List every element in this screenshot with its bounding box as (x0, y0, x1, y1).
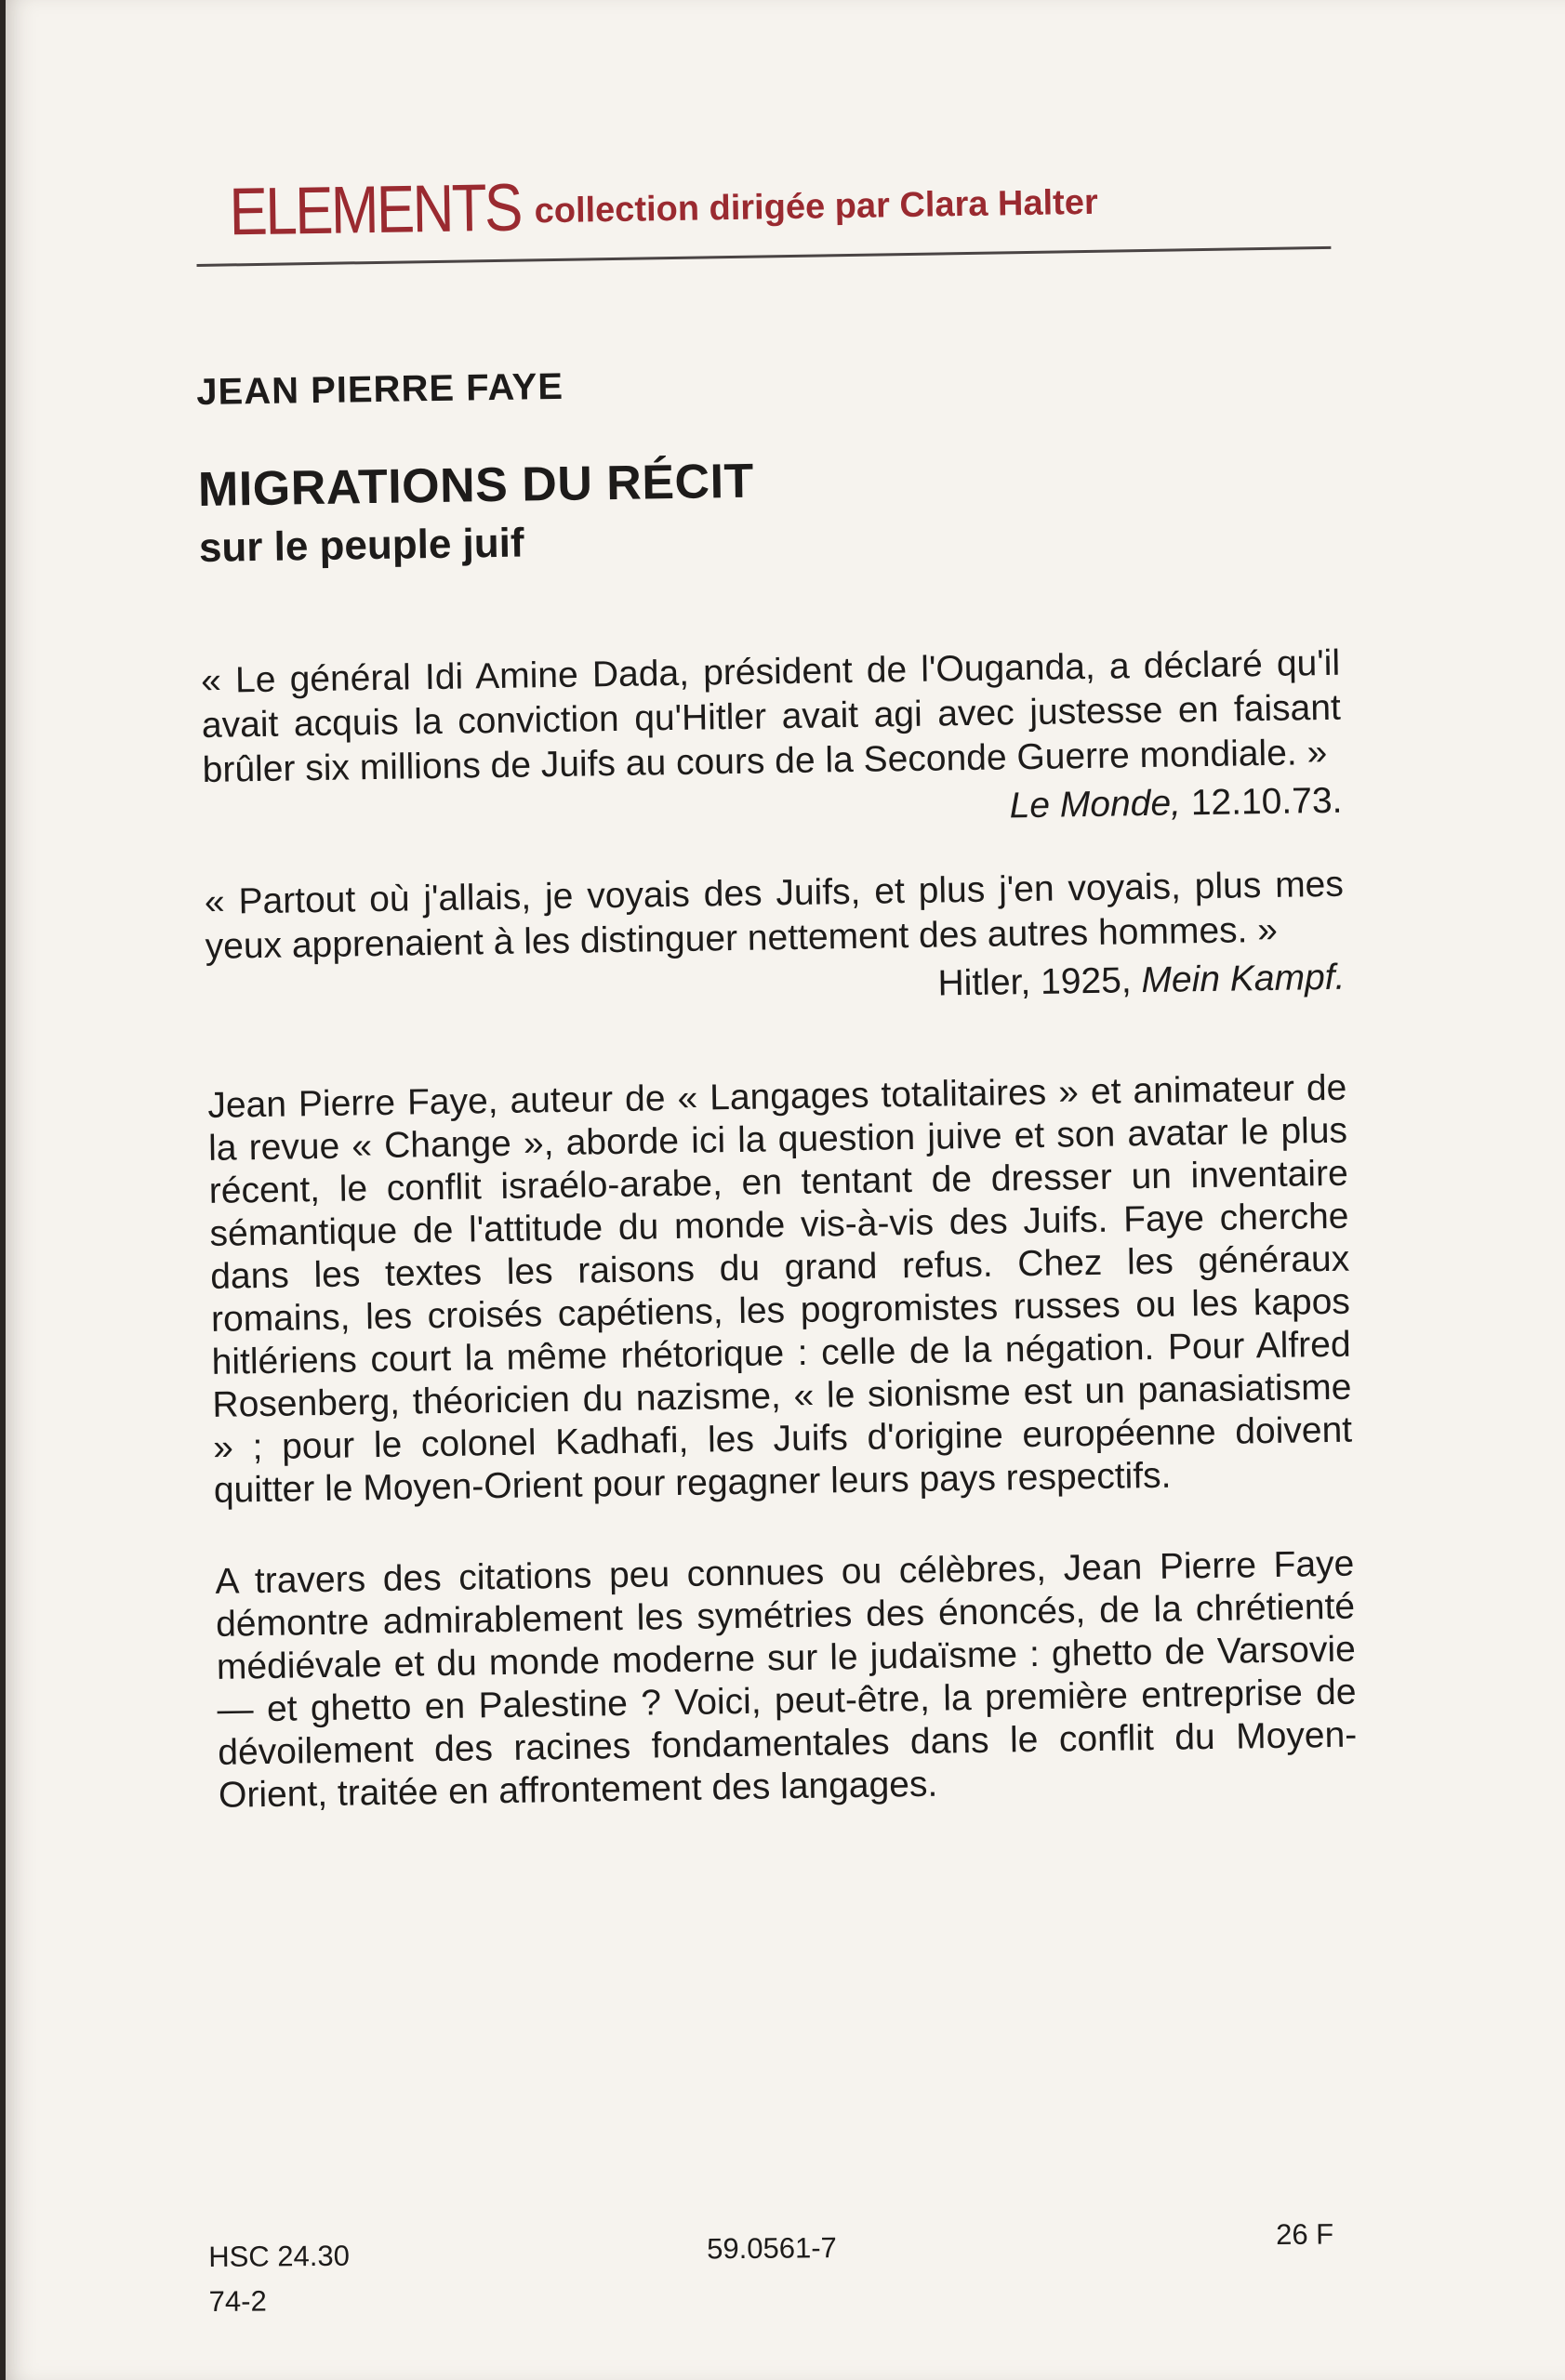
epigraph-source: Hitler, 1925, Mein Kampf. (937, 957, 1346, 1004)
book-title: MIGRATIONS DU RÉCIT (197, 454, 755, 517)
collection-editor: collection dirigée par Clara Halter (534, 182, 1099, 231)
epigraph-source: Le Monde, 12.10.73. (1009, 780, 1343, 826)
blurb-paragraph: A travers des citations peu connues ou célèbres, Jean Pierre Faye démontre admirablement les symétries des énoncés, de la chrétienté médiévale et du monde moderne sur le judaïsme : ghetto de Varsovie — et ghetto en Palestine ? Voici, peut-être, la première entreprise de dévoilement des racines fondamentales dans le conflit du Moyen-Orient, traitée en affrontement des langages. (215, 1543, 1358, 1816)
book-subtitle: sur le peuple juif (198, 520, 524, 571)
cover-footer (208, 2217, 1344, 2339)
collection-logo: ELEMENTS (229, 170, 522, 250)
collection-header (195, 157, 1331, 268)
price: 26 F (1275, 2217, 1334, 2251)
epigraph-quote: « Le général Idi Amine Dada, président de l'Ouganda, a déclaré qu'il avait acquis la conviction qu'Hitler avait agi avec justesse en faisant brûler six millions de Juifs au cours de la Seconde Guerre mondiale. » (200, 642, 1342, 790)
catalog-code: HSC 24.30 (208, 2239, 351, 2273)
catalog-codes (208, 2234, 350, 2324)
catalog-code-secondary: 74-2 (208, 2284, 267, 2318)
blurb-paragraph: Jean Pierre Faye, auteur de « Langages totalitaires » et animateur de la revue « Change », aborde ici la question juive et son avatar le plus récent, le conflit israélo-arabe, en tentant de dresser un inventaire sémantique de l'attitude du monde vis-à-vis des Juifs. Faye cherche dans les textes les raisons du grand refus. Chez les généraux romains, les croisés capétiens, les pogromistes russes ou les kapos hitlériens court la même rhétorique : celle de la négation. Pour Alfred Rosenberg, théoricien du nazisme, « le sionisme est un panasiatisme » ; pour le colonel Kadhafi, les Juifs d'origine européenne doivent quitter le Moyen-Orient pour regagner leurs pays respectifs. (207, 1067, 1353, 1511)
cover-text (196, 354, 1358, 1818)
author-name: JEAN PIERRE FAYE (196, 365, 564, 413)
header-divider (197, 246, 1332, 267)
back-cover (6, 0, 1565, 2380)
epigraph-quote: « Partout où j'allais, je voyais des Juifs, et plus j'en voyais, plus mes yeux apprenaient à les distinguer nettement des autres hommes. » (204, 864, 1345, 967)
catalog-number: 59.0561-7 (707, 2231, 837, 2266)
